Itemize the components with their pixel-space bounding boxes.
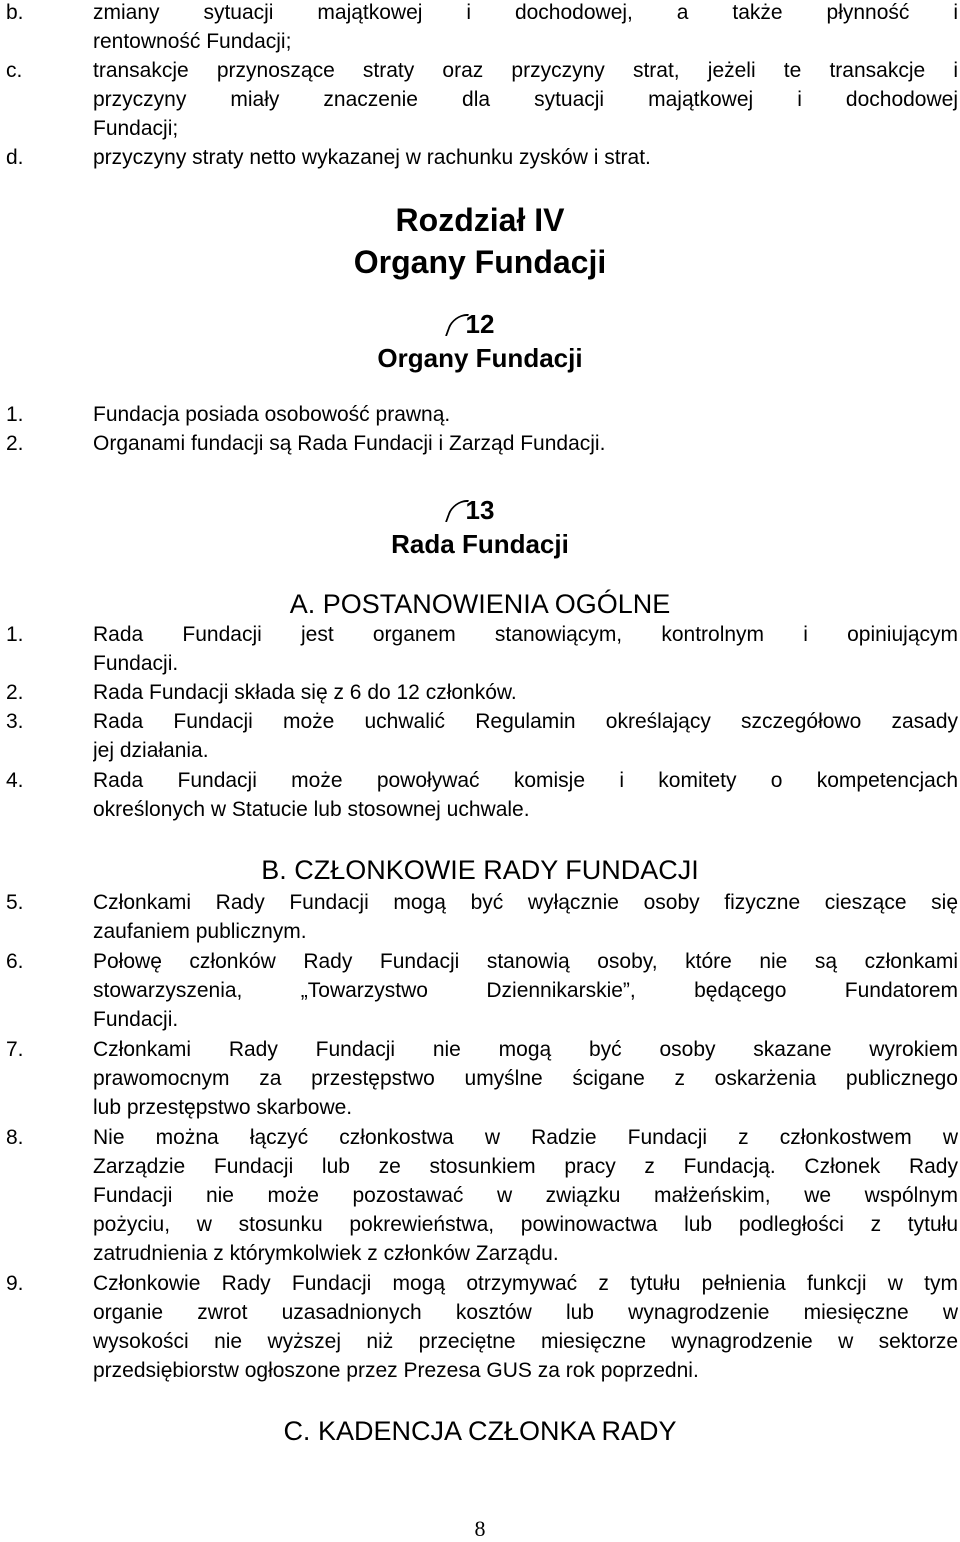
text-line: Fundacji;: [93, 117, 179, 140]
chapter-number: Rozdział IV: [395, 202, 565, 238]
text-line: Rada Fundacji może uchwalić Regulamin określający szczegółowo zasady: [93, 710, 958, 733]
text-line: rentowność Fundacji;: [93, 30, 292, 53]
list-item: [93, 1123, 958, 1268]
list-label: 5.: [6, 891, 24, 914]
list-item: [93, 947, 958, 1034]
chapter-title: Organy Fundacji: [353, 244, 607, 280]
list-item: [93, 429, 958, 458]
text-line: organie zwrot uzasadnionych kosztów lub wynagrodzenie miesięczne w: [93, 1301, 958, 1324]
text-line: przedsiębiorstw ogłoszone przez Prezesa GUS za rok poprzedni.: [93, 1359, 699, 1382]
list-item: [93, 1035, 958, 1122]
list-item-d: [93, 143, 958, 172]
list-label: 1.: [6, 403, 24, 426]
list-label: 7.: [6, 1038, 24, 1061]
text-line: transakcje przynoszące straty oraz przyczyny strat, jeżeli te transakcje i: [93, 59, 958, 82]
list-item: [93, 678, 958, 707]
list-label: d.: [6, 146, 24, 169]
text-line: Członkami Rady Fundacji mogą być wyłącznie osoby fizyczne cieszące się: [93, 891, 958, 914]
text-line: zmiany sytuacji majątkowej i dochodowej, a także płynność i: [93, 1, 958, 24]
section-number-text: 12: [465, 309, 495, 339]
subsection-heading-a: A. POSTANOWIENIA OGÓLNE: [289, 589, 671, 619]
section-title: Organy Fundacji: [377, 343, 583, 373]
text-line: wysokości nie wyższej niż przeciętne miesięczne wynagrodzenie w sektorze: [93, 1330, 958, 1353]
subsection-heading-c: C. KADENCJA CZŁONKA RADY: [283, 1416, 677, 1446]
text-line: Fundacji nie może pozostawać w związku małżeńskim, we wspólnym: [93, 1184, 958, 1207]
section-number: [0, 494, 960, 526]
text-line: przyczyny miały znaczenie dla sytuacji majątkowej i dochodowej: [93, 88, 958, 111]
text-line: jej działania.: [93, 739, 209, 762]
list-label: c.: [6, 59, 23, 82]
text-line: Członkowie Rady Fundacji mogą otrzymywać z tytułu pełnienia funkcji w tym: [93, 1272, 958, 1295]
text-line: zatrudnienia z którymkolwiek z członków Zarządu.: [93, 1242, 559, 1265]
list-label: b.: [6, 1, 24, 24]
list-label: 4.: [6, 769, 24, 792]
list-item: [93, 888, 958, 946]
text-line: Organami fundacji są Rada Fundacji i Zarząd Fundacji.: [93, 432, 606, 455]
text-line: Członkami Rady Fundacji nie mogą być osoby skazane wyrokiem: [93, 1038, 958, 1061]
list-item: [93, 707, 958, 765]
list-item-b: [93, 0, 958, 56]
subsection-heading-b: B. CZŁONKOWIE RADY FUNDACJI: [261, 855, 699, 885]
list-label: 8.: [6, 1126, 24, 1149]
text-line: Fundacja posiada osobowość prawną.: [93, 403, 451, 426]
text-line: Nie można łączyć członkostwa w Radzie Fundacji z członkostwem w: [93, 1126, 958, 1149]
list-label: 1.: [6, 623, 24, 646]
text-line: Fundacji.: [93, 1008, 179, 1031]
text-line: lub przestępstwo skarbowe.: [93, 1096, 353, 1119]
text-line: pożyciu, w stosunku pokrewieństwa, powinowactwa lub podległości z tytułu: [93, 1213, 958, 1236]
section-number: [0, 308, 960, 340]
section-number-text: 13: [465, 495, 495, 525]
text-line: stowarzyszenia, „Towarzystwo Dziennikarskie”, będącego Fundatorem: [93, 979, 958, 1002]
text-line: Fundacji.: [93, 652, 179, 675]
list-label: 6.: [6, 950, 24, 973]
text-line: Rada Fundacji składa się z 6 do 12 członków.: [93, 681, 517, 704]
page-number: 8: [474, 1516, 486, 1541]
text-line: Rada Fundacji jest organem stanowiącym, kontrolnym i opiniującym: [93, 623, 958, 646]
text-line: przyczyny straty netto wykazanej w rachunku zysków i strat.: [93, 146, 651, 169]
text-line: określonych w Statucie lub stosownej uchwale.: [93, 798, 530, 821]
list-item: [93, 620, 958, 678]
text-line: prawomocnym za przestępstwo umyślne ścigane z oskarżenia publicznego: [93, 1067, 958, 1090]
text-line: Zarządzie Fundacji lub ze stosunkiem pracy z Fundacją. Członek Rady: [93, 1155, 958, 1178]
section-title: Rada Fundacji: [391, 529, 569, 559]
list-item: [93, 400, 958, 429]
list-item-c: [93, 56, 958, 143]
list-item: [93, 766, 958, 824]
list-label: 9.: [6, 1272, 24, 1295]
list-label: 2.: [6, 681, 24, 704]
text-line: Połowę członków Rady Fundacji stanowią osoby, które nie są członkami: [93, 950, 958, 973]
text-line: zaufaniem publicznym.: [93, 920, 307, 943]
list-label: 3.: [6, 710, 24, 733]
text-line: Rada Fundacji może powoływać komisje i komitety o kompetencjach: [93, 769, 958, 792]
list-label: 2.: [6, 432, 24, 455]
list-item: [93, 1269, 958, 1385]
